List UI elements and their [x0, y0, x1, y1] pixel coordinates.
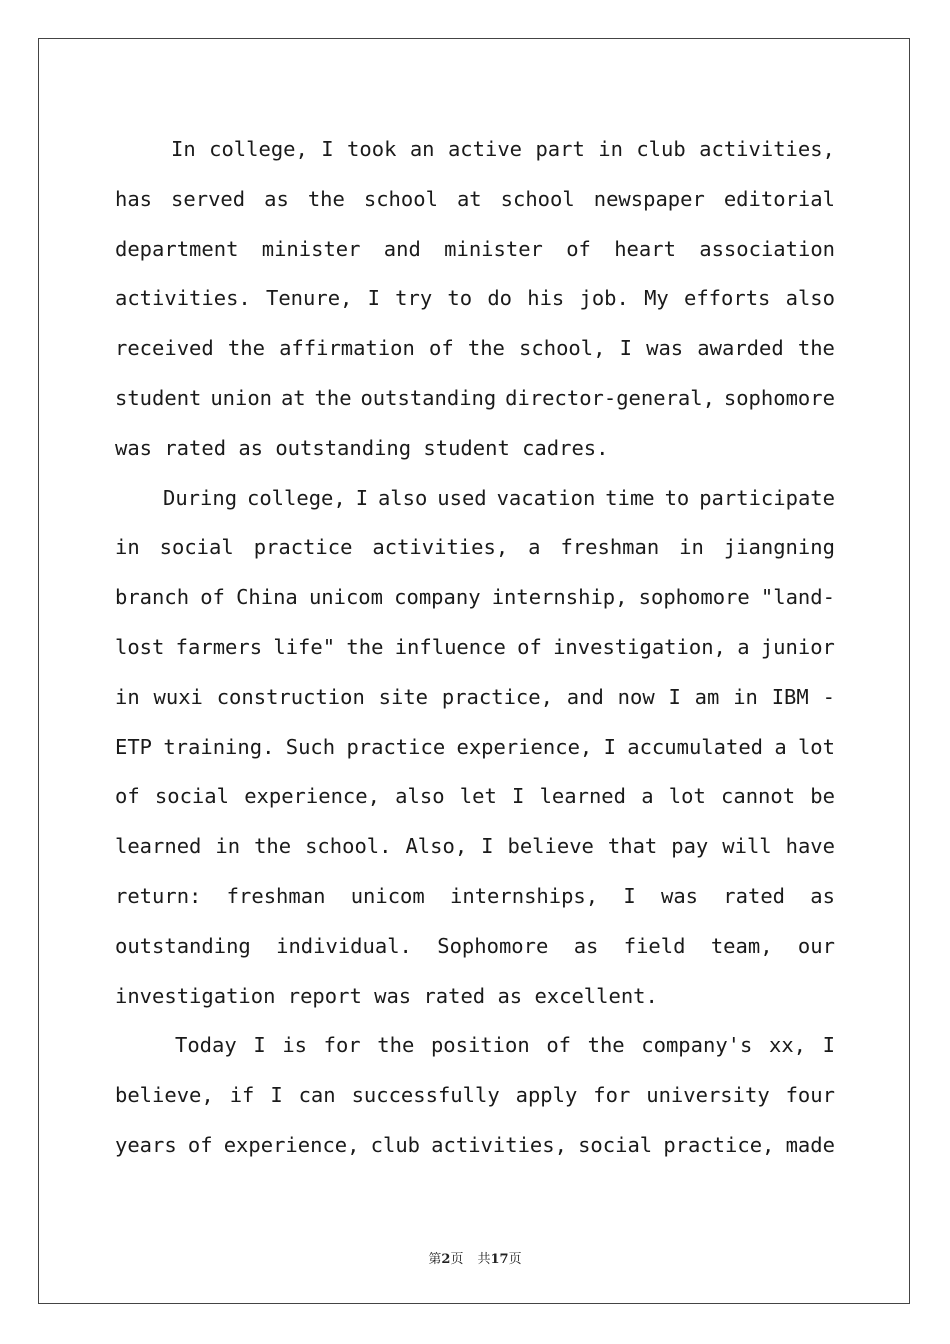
- word: his: [527, 286, 565, 311]
- word: and: [383, 236, 421, 261]
- word: of: [546, 1033, 571, 1058]
- word: lost: [115, 634, 165, 659]
- word: awarded: [697, 336, 784, 361]
- word: experience,: [223, 1132, 360, 1157]
- footer-total-pages: 17: [490, 1252, 509, 1267]
- word: accumulated: [627, 734, 763, 759]
- word: a: [641, 784, 654, 809]
- word: of: [429, 336, 454, 361]
- word: activities.: [115, 286, 251, 311]
- word: practice,: [441, 684, 553, 709]
- word: in: [215, 834, 241, 859]
- word: rated: [423, 983, 486, 1008]
- footer-total-prefix: 共: [477, 1252, 491, 1267]
- text-line: [115, 623, 835, 673]
- word: pay: [671, 834, 709, 859]
- word: IBM: [771, 684, 809, 709]
- word: excellent.: [534, 983, 658, 1008]
- word: try: [395, 286, 433, 311]
- word: to: [664, 485, 690, 510]
- text-line: [115, 324, 835, 374]
- word: field: [623, 933, 686, 958]
- word: social: [159, 535, 234, 560]
- word: of: [517, 634, 542, 659]
- text-line: [115, 1121, 835, 1171]
- word: association: [699, 236, 835, 261]
- word: construction: [216, 684, 365, 709]
- word: school.: [305, 834, 392, 859]
- word: used: [437, 485, 487, 510]
- document-body: [115, 125, 835, 1171]
- word: xx,: [769, 1033, 807, 1058]
- word: four: [785, 1083, 835, 1108]
- word: participate: [699, 485, 835, 510]
- word: to: [447, 286, 473, 311]
- word: the: [377, 1033, 415, 1058]
- word: outstanding: [115, 933, 251, 958]
- word: an: [409, 137, 435, 161]
- word: Tenure,: [265, 286, 353, 311]
- word: branch: [115, 585, 190, 610]
- page-footer: [0, 1248, 950, 1267]
- word: ETP: [115, 734, 153, 759]
- word: be: [810, 784, 835, 809]
- word: believe,: [115, 1083, 214, 1108]
- word: affirmation: [279, 336, 415, 361]
- word: university: [646, 1083, 770, 1108]
- word: was: [115, 435, 153, 460]
- word: freshman: [226, 883, 326, 908]
- word: student: [115, 385, 202, 410]
- word: in: [679, 535, 704, 560]
- word: Such: [285, 734, 336, 759]
- word: a: [774, 734, 787, 759]
- word: activities,: [431, 1132, 567, 1157]
- word: job.: [579, 286, 629, 311]
- text-line: [115, 822, 835, 872]
- word: I: [512, 784, 525, 809]
- word: years: [115, 1132, 177, 1157]
- text-line: [115, 723, 835, 773]
- word: club: [636, 137, 686, 161]
- word: cannot: [721, 784, 796, 809]
- word: received: [115, 336, 214, 361]
- word: apply: [515, 1083, 578, 1108]
- text-line: [115, 125, 835, 175]
- word: part: [535, 137, 585, 161]
- word: rated: [164, 435, 227, 460]
- word: activities,: [372, 535, 509, 560]
- word: internship,: [491, 585, 628, 610]
- word: as: [497, 983, 523, 1008]
- word: investigation,: [553, 634, 726, 659]
- word: sophomore: [638, 585, 750, 610]
- word: has: [115, 186, 153, 211]
- word: as: [810, 883, 835, 908]
- word: in: [115, 684, 140, 709]
- word: Sophomore: [437, 933, 549, 958]
- word: that: [607, 834, 658, 859]
- word: vacation: [496, 485, 596, 510]
- text-line: [115, 872, 835, 922]
- word: the: [307, 186, 345, 211]
- word: wuxi: [153, 684, 203, 709]
- word: social: [578, 1132, 653, 1157]
- word: lot: [797, 734, 835, 759]
- word: the: [587, 1033, 625, 1058]
- word: life": [273, 634, 336, 659]
- text-line: [115, 673, 835, 723]
- word: our: [797, 933, 835, 958]
- word: the: [254, 834, 292, 859]
- word: for: [323, 1033, 361, 1058]
- word: a: [528, 535, 541, 560]
- word: the: [346, 634, 384, 659]
- word: the: [467, 336, 505, 361]
- text-line: [115, 972, 835, 1022]
- word: "land-: [760, 585, 835, 610]
- word: can: [298, 1083, 336, 1108]
- word: China: [236, 585, 298, 610]
- word: the: [227, 336, 265, 361]
- word: return:: [115, 883, 202, 908]
- text-line: [115, 474, 835, 524]
- text-line: [115, 175, 835, 225]
- word: unicom: [350, 883, 425, 908]
- footer-total-suffix: 页: [508, 1252, 522, 1267]
- word: club: [370, 1132, 421, 1157]
- word: the: [797, 336, 835, 361]
- word: let: [459, 784, 497, 809]
- word: During: [163, 485, 238, 510]
- word: I: [623, 883, 636, 908]
- word: of: [200, 585, 225, 610]
- word: as: [264, 186, 289, 211]
- text-line: [115, 523, 835, 573]
- word: jiangning: [723, 535, 835, 560]
- word: as: [238, 435, 264, 460]
- word: Today: [175, 1033, 237, 1058]
- word: learned: [115, 834, 202, 859]
- word: is: [282, 1033, 307, 1058]
- word: of: [566, 236, 591, 261]
- word: school: [500, 186, 575, 211]
- word: unicom: [308, 585, 383, 610]
- footer-page-prefix: 第: [428, 1252, 442, 1267]
- word: My: [644, 286, 669, 311]
- word: student: [423, 435, 510, 460]
- word: successfully: [351, 1083, 500, 1108]
- word: in: [115, 535, 140, 560]
- word: internships,: [450, 883, 599, 908]
- word: at: [456, 186, 482, 211]
- word: have: [785, 834, 835, 859]
- word: freshman: [560, 535, 660, 560]
- word: union: [210, 385, 273, 410]
- word: the: [314, 385, 352, 410]
- word: believe: [507, 834, 594, 859]
- word: company: [394, 585, 481, 610]
- text-line: [115, 274, 835, 324]
- word: will: [722, 834, 772, 859]
- word: investigation: [115, 983, 276, 1008]
- word: took: [347, 137, 397, 161]
- word: outstanding: [360, 385, 497, 410]
- word: time: [605, 485, 655, 510]
- word: training.: [163, 734, 275, 759]
- word: made: [785, 1132, 835, 1157]
- word: minister: [444, 236, 543, 261]
- word: Also,: [405, 834, 468, 859]
- word: practice: [253, 535, 353, 560]
- word: newspaper: [593, 186, 705, 211]
- word: of: [187, 1132, 213, 1157]
- word: also: [785, 286, 835, 311]
- text-line: [115, 1071, 835, 1121]
- word: rated: [723, 883, 786, 908]
- word: learned: [539, 784, 626, 809]
- word: was: [374, 983, 412, 1008]
- word: activities,: [699, 137, 835, 161]
- word: minister: [261, 236, 361, 261]
- word: do: [487, 286, 513, 311]
- word: practice: [346, 734, 446, 759]
- word: as: [573, 933, 599, 958]
- text-line: [115, 772, 835, 822]
- word: individual.: [276, 933, 412, 958]
- word: was: [661, 883, 699, 908]
- word: was: [646, 336, 684, 361]
- word: am: [694, 684, 720, 709]
- footer-page-suffix: 页: [450, 1252, 464, 1267]
- word: practice,: [663, 1132, 775, 1157]
- word: a: [737, 634, 750, 659]
- text-line: [115, 424, 835, 474]
- text-line: [115, 1021, 835, 1071]
- text-line: [115, 573, 835, 623]
- word: farmers: [175, 634, 263, 659]
- word: company's: [641, 1033, 753, 1058]
- word: in: [733, 684, 758, 709]
- word: experience,: [244, 784, 380, 809]
- word: at: [280, 385, 306, 410]
- word: I: [355, 485, 369, 510]
- word: heart: [614, 236, 676, 261]
- word: I: [668, 684, 681, 709]
- word: I: [253, 1033, 266, 1058]
- word: report: [287, 983, 362, 1008]
- word: social: [154, 784, 229, 809]
- word: editorial: [723, 186, 835, 211]
- word: influence: [394, 634, 506, 659]
- word: served: [171, 186, 246, 211]
- word: position: [430, 1033, 530, 1058]
- text-line: [115, 225, 835, 275]
- word: also: [395, 784, 445, 809]
- word: site: [378, 684, 429, 709]
- word: I: [481, 834, 494, 859]
- word: I: [270, 1083, 283, 1108]
- word: -: [822, 684, 835, 709]
- word: I: [367, 286, 380, 311]
- text-line: [115, 374, 835, 424]
- word: outstanding: [275, 435, 412, 460]
- word: sophomore: [723, 385, 835, 410]
- word: In: [171, 137, 196, 161]
- word: department: [115, 236, 239, 261]
- word: active: [447, 137, 523, 161]
- text-line: [115, 922, 835, 972]
- word: I: [822, 1033, 835, 1058]
- word: junior: [760, 634, 835, 659]
- word: school: [363, 186, 438, 211]
- word: also: [377, 485, 428, 510]
- word: experience,: [456, 734, 593, 759]
- word: now: [617, 684, 655, 709]
- word: college,: [247, 485, 346, 510]
- word: director-general,: [505, 385, 715, 410]
- word: college,: [209, 137, 308, 161]
- word: efforts: [683, 286, 771, 311]
- word: I: [619, 336, 632, 361]
- word: and: [566, 684, 604, 709]
- word: cadres.: [522, 435, 609, 460]
- word: for: [593, 1083, 631, 1108]
- footer-page-number: 2: [441, 1252, 451, 1267]
- word: I: [321, 137, 334, 161]
- word: lot: [668, 784, 706, 809]
- word: of: [115, 784, 140, 809]
- word: if: [229, 1083, 255, 1108]
- word: team,: [710, 933, 773, 958]
- word: school,: [519, 336, 606, 361]
- word: in: [598, 137, 623, 161]
- word: I: [603, 734, 616, 759]
